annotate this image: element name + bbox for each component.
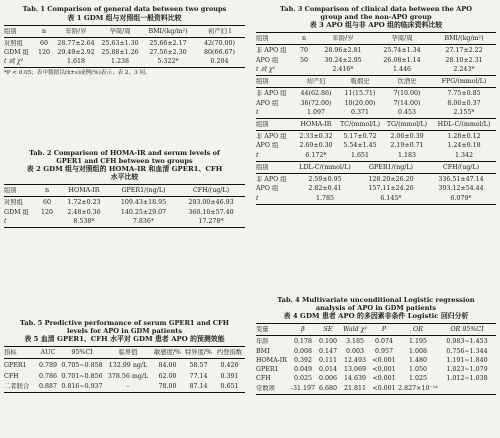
table-row: t 6.172* 1.651 1.183 1.342 <box>256 150 496 162</box>
table-3-section-4-header: 组别 LDL-C/(mmol/L) GPER1/(ng/L) CFH/(ug/L) <box>256 162 496 174</box>
table-5-caption-en-2: levels for APO in GDM patients <box>66 326 183 335</box>
table-2-header: 组别 n HOMA-IR GPER1/(ng/L) CFH/(ug/L) <box>4 185 245 197</box>
table-row: GDM 组 120 29.49±2.92 25.88±1.26 27.56±2.30 80(66.67) <box>4 48 235 56</box>
table-4-caption-en-2: analysis of APO in GDM patients <box>315 303 437 312</box>
table-2-caption-en-2: GPER1 and CFH between two groups <box>56 156 193 165</box>
table-row: 非 APO 组 44(62.86) 11(15.71) 7(10.00) 7.75±0.85 <box>256 90 481 98</box>
table-row: 对照组 60 1.72±0.23 109.43±18.95 293.00±46.93 <box>4 199 234 207</box>
table-row: GDM 组 120 2.48±0.36 140.25±29.07 360.10±57.40 <box>4 208 234 216</box>
table-row: CFH 0.025 0.006 14.639 <0.001 1.025 1.012~1.038 <box>256 375 488 383</box>
table-1-col-bmi: BMI/(kg/m²) <box>148 27 188 35</box>
table-1-caption-en: Tab. 1 Comparison of general data between two groups <box>22 5 227 13</box>
table-row: t 或 χ² 2.416* 1.446 2.243* <box>256 64 496 76</box>
table-2-caption-zh-1: 表 2 GDM 组与对照组的 HOMA-IR 和血清 GPER1、CFH <box>26 165 223 174</box>
table-1-col-group: 组别 <box>4 27 17 35</box>
table-3-section-3-header: 组别 HOMA-IR TC/(mmol/L) TG/(mmol/L) HDL-C/(mmol/L) <box>256 119 496 131</box>
table-3-caption-en-2: group and the non-APO group <box>320 12 432 21</box>
table-1-note: *P < 0.05；表中数据以(x̄±s)或例(%)表示；表 2，3 同。 <box>4 70 151 77</box>
table-4-header: 变量 β SE Wald χ² P OR OR 95%CI <box>256 324 496 336</box>
table-row: CFH 0.786 0.701~0.856 378.56 mg/L 62.00 77.14 0.391 <box>4 372 239 380</box>
table-5 <box>4 320 245 393</box>
table-row: t 1.785 6.145* 6.079* <box>256 193 496 205</box>
table-1-caption-zh: 表 1 GDM 组与对照组一般资料比较 <box>67 13 182 22</box>
table-row: GPER1 0.049 0.014 13.069 <0.001 1.050 1.023~1.079 <box>256 366 488 374</box>
table-1 <box>4 6 245 77</box>
table-row: APO 组 50 30.24±2.95 26.08±1.14 28.10±2.31 <box>256 56 483 64</box>
table-3-section-1-header: 组别 n 年龄/岁 孕周/周 BMI/(kg/m²) <box>256 33 496 45</box>
table-row: GPER1 0.789 0.705~0.858 132.99 ng/L 84.00 58.57 0.426 <box>4 362 239 370</box>
table-row: HOMA-IR 0.392 0.111 12.493 <0.001 1.480 1.191~1.840 <box>256 356 488 364</box>
table-row: APO 组 2.82±0.41 157.11±24.26 393.12±54.44 <box>256 185 484 193</box>
table-2-caption-zh-2: 水平比较 <box>110 173 139 182</box>
table-row: APO 组 2.69±0.30 5.54±1.45 2.19±0.71 1.24±0.18 <box>256 142 481 150</box>
table-1-col-age: 年龄/岁 <box>65 27 87 35</box>
table-row: 非 APO 组 2.59±0.95 128.20±26.20 336.51±47.14 <box>256 176 484 184</box>
table-row: 二者联合 0.887 0.816~0.937 – 78.00 87.14 0.651 <box>4 380 245 393</box>
table-row: t 或 χ² 1.618 1.238 5.322* 0.204 <box>4 56 245 68</box>
table-row: 非 APO 组 70 28.96±2.81 25.74±1.34 27.17±2.22 <box>256 47 483 55</box>
table-4-caption-zh: 表 4 GDM 患者 APO 的多因素非条件 Logistic 回归分析 <box>283 312 469 321</box>
table-row: APO 组 36(72.00) 10(20.00) 7(14.00) 8.00±0.37 <box>256 99 481 107</box>
table-row: 对照组 60 28.77±2.64 25.63±1.30 25.66±2.17 42(70.00) <box>4 39 235 47</box>
table-4 <box>256 297 496 395</box>
table-row: t 1.097 0.371 0.453 2.155* <box>256 107 496 119</box>
table-3-caption-zh: 表 3 APO 组与非 APO 组的临床资料比较 <box>309 21 443 30</box>
table-1-col-gw: 孕周/周 <box>109 27 131 35</box>
table-row: 年龄 0.178 0.100 3.185 0.074 1.195 0.983~1.453 <box>256 338 488 346</box>
table-row: t 8.538* 7.836* 17.278* <box>4 216 245 228</box>
table-row: 常数项 -31.197 6.680 21.811 <0.001 2.827×10⁻¹⁴ <box>256 383 496 395</box>
table-5-caption-zh: 表 5 血清 GPER1、CFH 水平对 GDM 患者 APO 的预测效能 <box>24 335 225 344</box>
table-3-section-2-header: 组别 初产妇 吸烟史 饮酒史 FPG/(mmol/L) <box>256 76 496 88</box>
table-row: BMI 0.008 0.147 0.003 0.957 1.008 0.756~1.344 <box>256 347 488 355</box>
table-1-header <box>4 26 245 38</box>
table-1-col-n: n <box>41 27 47 35</box>
table-3 <box>256 6 496 205</box>
table-4-caption-en-1: Tab. 4 Multivariate unconditional Logistic regression <box>277 296 475 304</box>
table-row: 非 APO 组 2.33±0.32 5.17±0.72 2.06±0.39 1.28±0.12 <box>256 133 481 141</box>
table-2-caption-en-1: Tab. 2 Comparison of HOMA-IR and serum levels of <box>29 149 220 157</box>
table-2 <box>4 150 245 228</box>
table-1-col-prim: 初产妇 l <box>208 27 231 35</box>
table-3-caption-en-1: Tab. 3 Comparison of clinical data between the APO <box>280 5 472 13</box>
table-5-caption-en-1: Tab. 5 Predictive performance of serum GPER1 and CFH <box>20 319 229 327</box>
table-5-header: 指标 AUC 95%CI 临界值 敏感度/% 特异度/% 约登指数 <box>4 347 245 359</box>
